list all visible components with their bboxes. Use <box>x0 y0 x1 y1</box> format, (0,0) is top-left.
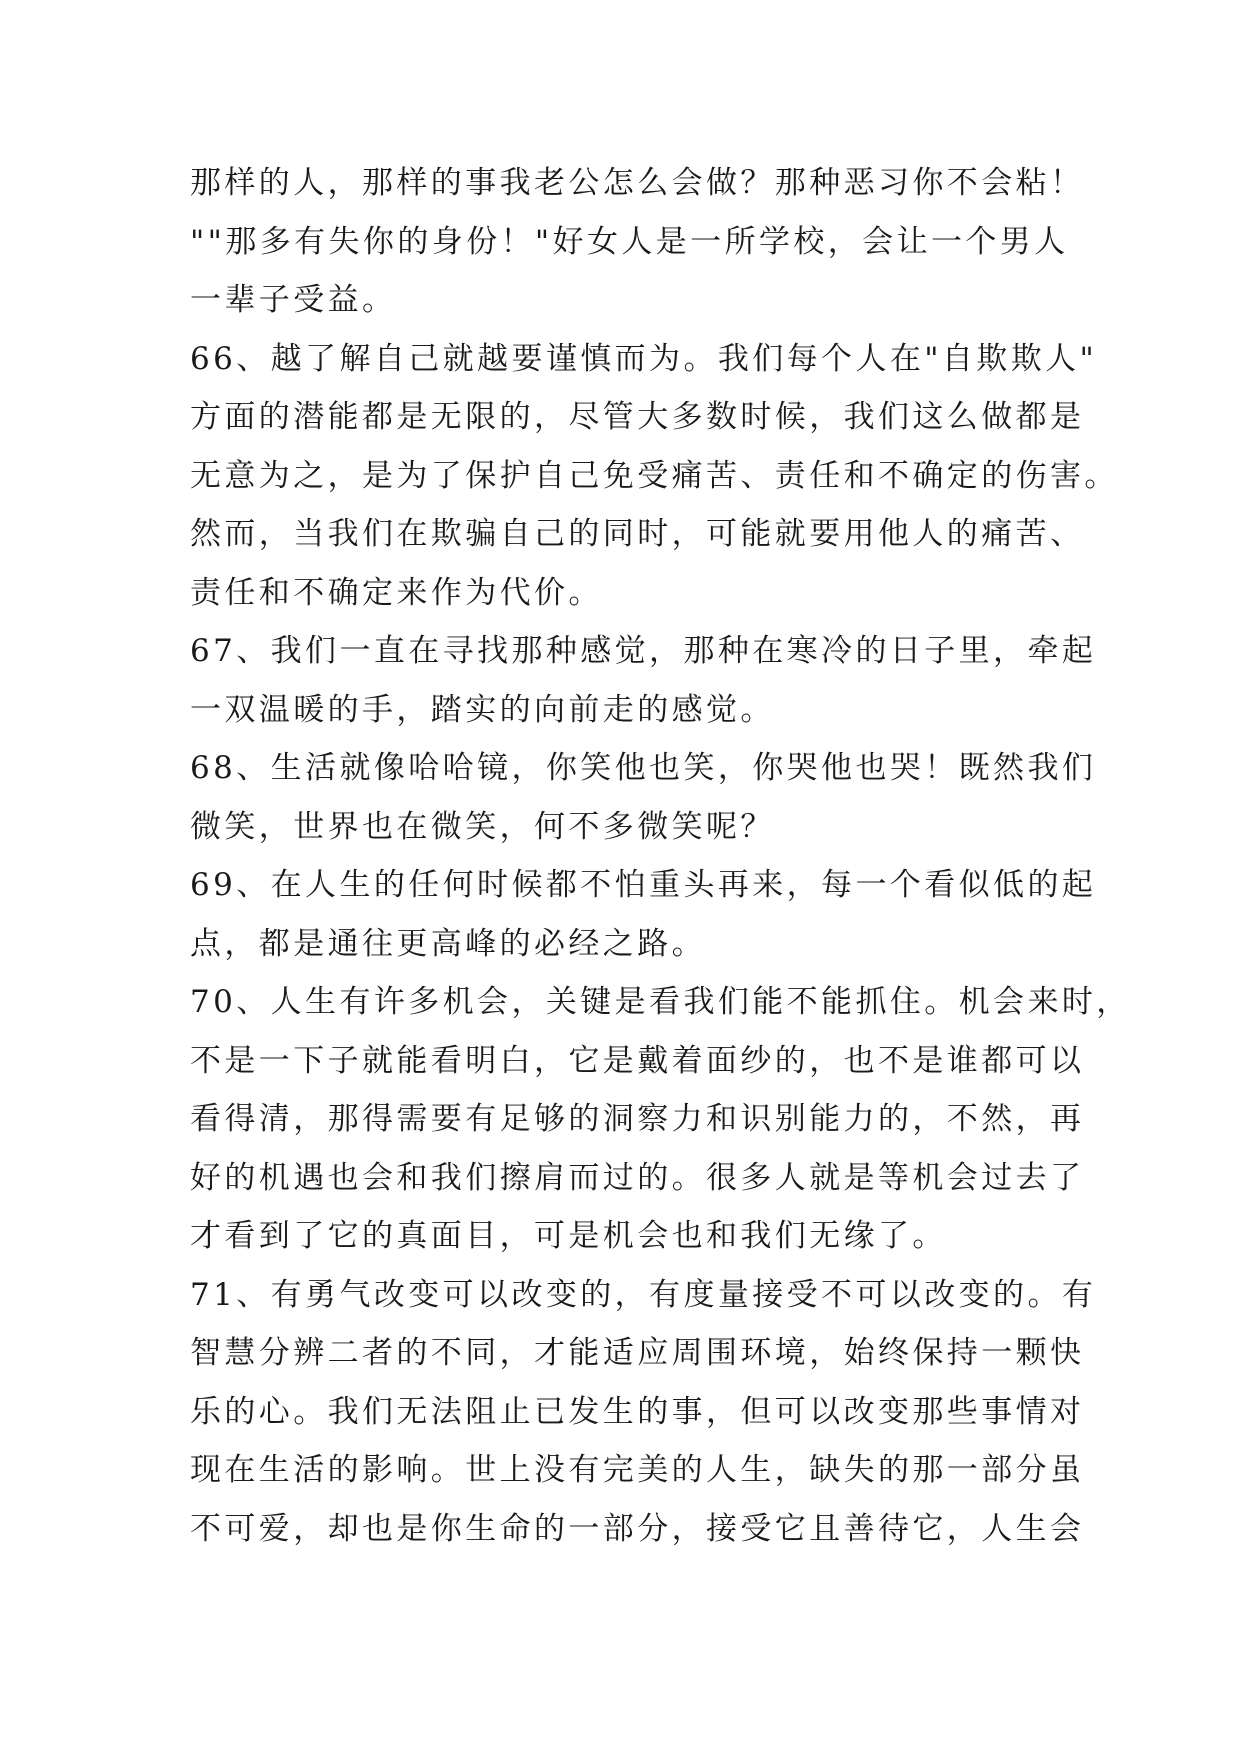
text-line: 68、生活就像哈哈镜，你笑他也笑，你哭他也哭！既然我们 <box>190 750 1097 786</box>
text-line: ""那多有失你的身份！"好女人是一所学校，会让一个男人 <box>190 223 1069 260</box>
text-line: 微笑，世界也在微笑，何不多微笑呢？ <box>190 808 775 845</box>
text-line: 乐的心。我们无法阻止已发生的事，但可以改变那些事情对 <box>190 1393 1085 1430</box>
text-line: 一辈子受益。 <box>190 282 397 318</box>
text-line: 70、人生有许多机会，关键是看我们能不能抓住。机会来时， <box>190 984 1131 1020</box>
text-line: 然而，当我们在欺骗自己的同时，可能就要用他人的痛苦、 <box>190 516 1085 552</box>
text-line: 现在生活的影响。世上没有完美的人生，缺失的那一部分虽 <box>190 1452 1085 1488</box>
text-line: 责任和不确定来作为代价。 <box>190 574 603 611</box>
text-line: 点，都是通往更高峰的必经之路。 <box>190 925 706 962</box>
text-line: 那样的人，那样的事我老公怎么会做？那种恶习你不会粘！ <box>190 165 1085 201</box>
text-line: 方面的潜能都是无限的，尽管大多数时候，我们这么做都是 <box>190 399 1085 435</box>
text-line: 不是一下子就能看明白，它是戴着面纱的，也不是谁都可以 <box>190 1042 1085 1079</box>
text-line: 71、有勇气改变可以改变的，有度量接受不可以改变的。有 <box>190 1276 1097 1313</box>
text-line: 67、我们一直在寻找那种感觉，那种在寒冷的日子里，牵起 <box>190 633 1097 669</box>
text-line: 看得清，那得需要有足够的洞察力和识别能力的，不然，再 <box>190 1101 1085 1137</box>
text-line: 才看到了它的真面目，可是机会也和我们无缘了。 <box>190 1218 947 1254</box>
text-line: 智慧分辨二者的不同，才能适应周围环境，始终保持一颗快 <box>190 1335 1085 1371</box>
text-line: 一双温暖的手，踏实的向前走的感觉。 <box>190 691 775 728</box>
text-line: 69、在人生的任何时候都不怕重头再来，每一个看似低的起 <box>190 867 1097 903</box>
text-line: 好的机遇也会和我们擦肩而过的。很多人就是等机会过去了 <box>190 1159 1085 1196</box>
body-text <box>190 154 1131 1558</box>
text-line: 66、越了解自己就越要谨慎而为。我们每个人在"自欺欺人" <box>190 340 1098 377</box>
text-line: 不可爱，却也是你生命的一部分，接受它且善待它，人生会 <box>190 1510 1085 1547</box>
text-line: 无意为之，是为了保护自己免受痛苦、责任和不确定的伤害。 <box>190 457 1119 494</box>
